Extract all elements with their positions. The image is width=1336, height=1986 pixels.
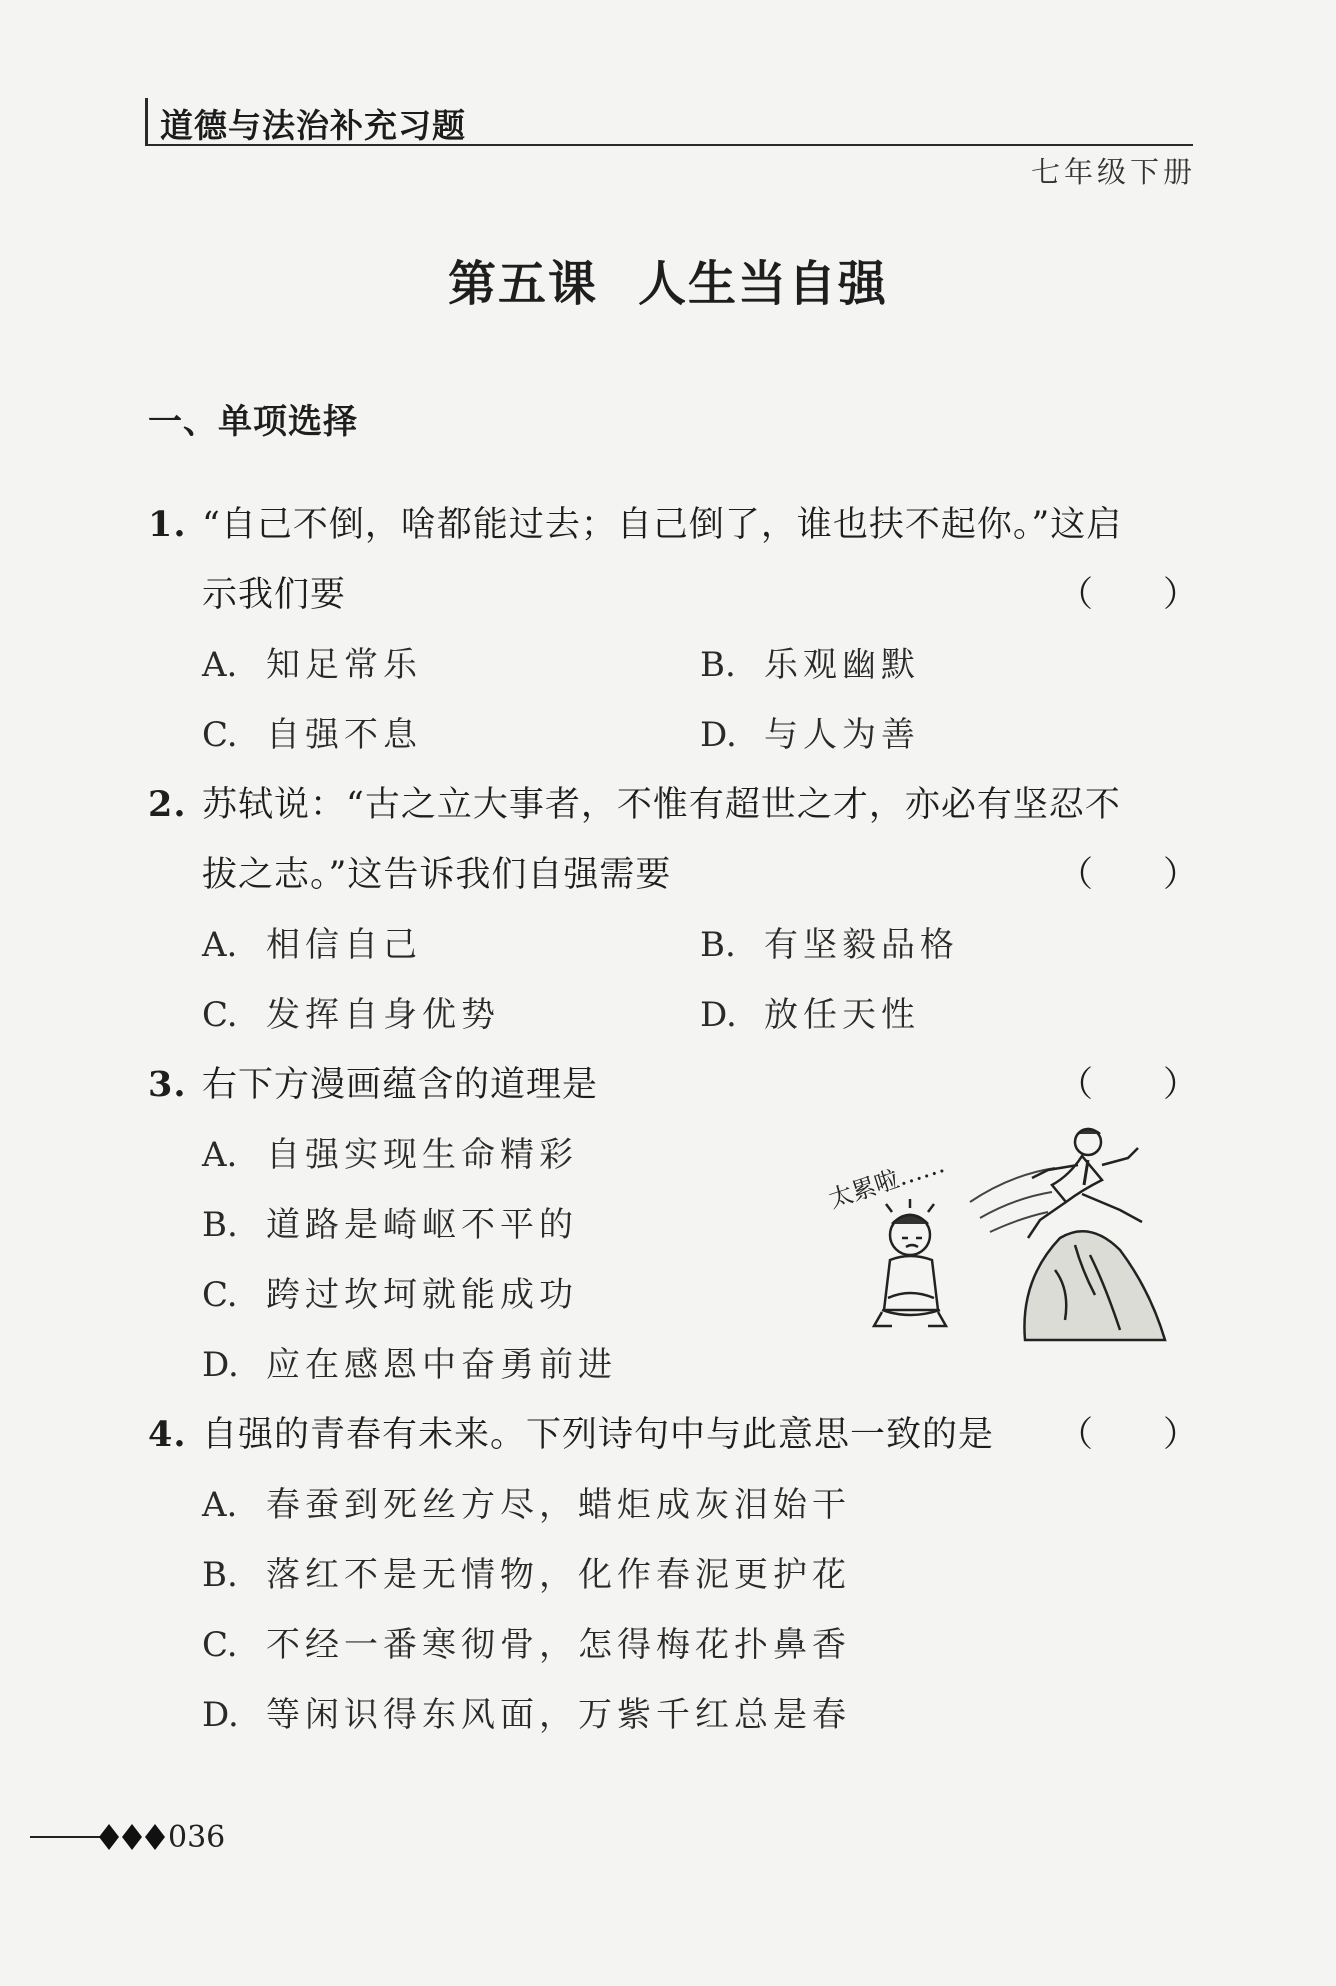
option-d[interactable]: D. 等闲识得东风面，万紫千红总是春	[202, 1695, 851, 1735]
lesson-name: 人生当自强	[638, 256, 889, 312]
options	[148, 630, 1198, 770]
option-d[interactable]: D. 应在感恩中奋勇前进	[202, 1345, 617, 1385]
question-1	[148, 490, 1198, 770]
option-a[interactable]: A. 自强实现生命精彩	[202, 1135, 578, 1175]
question-stem: 1. “自己不倒，啥都能过去；自己倒了，谁也扶不起你。”这启	[148, 490, 1198, 560]
option-b[interactable]: B. 乐观幽默	[700, 645, 920, 685]
question-number: 1.	[148, 504, 187, 545]
rock	[1024, 1231, 1165, 1340]
question-number: 4.	[148, 1414, 187, 1455]
page-header	[145, 98, 1193, 146]
option-d[interactable]: D. 与人为善	[700, 715, 920, 755]
section-heading: 一、单项选择	[148, 402, 358, 442]
option-c[interactable]: C. 自强不息	[202, 715, 422, 755]
option-a[interactable]: A. 相信自己	[202, 925, 422, 965]
diamond-ornament-icon	[98, 1822, 166, 1856]
footer-rule	[30, 1836, 100, 1838]
question-4	[148, 1400, 1198, 1750]
tired-boy	[874, 1199, 946, 1326]
option-a[interactable]: A. 知足常乐	[202, 645, 422, 685]
cartoon-illustration	[820, 1120, 1200, 1350]
option-c[interactable]: C. 不经一番寒彻骨，怎得梅花扑鼻香	[202, 1625, 851, 1665]
answer-blank[interactable]: （ ）	[1057, 1415, 1198, 1455]
lesson-number: 第五课	[447, 256, 598, 312]
cartoon-drawing	[820, 1120, 1200, 1350]
question-stem-continued: 示我们要 （ ）	[148, 560, 1198, 630]
answer-blank[interactable]: （ ）	[1057, 575, 1198, 615]
option-b[interactable]: B. 道路是崎岖不平的	[202, 1205, 578, 1245]
option-c[interactable]: C. 发挥自身优势	[202, 995, 500, 1035]
question-number: 3.	[148, 1064, 187, 1105]
grade-label: 七年级下册	[1030, 155, 1196, 189]
option-b[interactable]: B. 有坚毅品格	[700, 925, 959, 965]
option-c[interactable]: C. 跨过坎坷就能成功	[202, 1275, 578, 1315]
option-d[interactable]: D. 放任天性	[700, 995, 920, 1035]
leaping-man	[1028, 1129, 1142, 1238]
question-2	[148, 770, 1198, 1050]
answer-blank[interactable]: （ ）	[1057, 1065, 1198, 1105]
answer-blank[interactable]: （ ）	[1057, 855, 1198, 895]
question-stem: 2. 苏轼说：“古之立大事者，不惟有超世之才，亦必有坚忍不	[148, 770, 1198, 840]
question-stem: 3. 右下方漫画蕴含的道理是 （ ）	[148, 1050, 1198, 1120]
lesson-title	[0, 245, 1336, 314]
cartoon-caption: 太累啦……	[825, 1149, 948, 1214]
question-stem-continued: 拔之志。”这告诉我们自强需要 （ ）	[148, 840, 1198, 910]
question-number: 2.	[148, 784, 187, 825]
option-b[interactable]: B. 落红不是无情物，化作春泥更护花	[202, 1555, 851, 1595]
options	[148, 910, 1198, 1050]
page-number: 036	[168, 1820, 226, 1855]
question-stem: 4. 自强的青春有未来。下列诗句中与此意思一致的是 （ ）	[148, 1400, 1198, 1470]
options	[148, 1470, 1198, 1750]
book-title: 道德与法治补充习题	[160, 106, 466, 145]
option-a[interactable]: A. 春蚕到死丝方尽，蜡炬成灰泪始干	[202, 1485, 851, 1525]
